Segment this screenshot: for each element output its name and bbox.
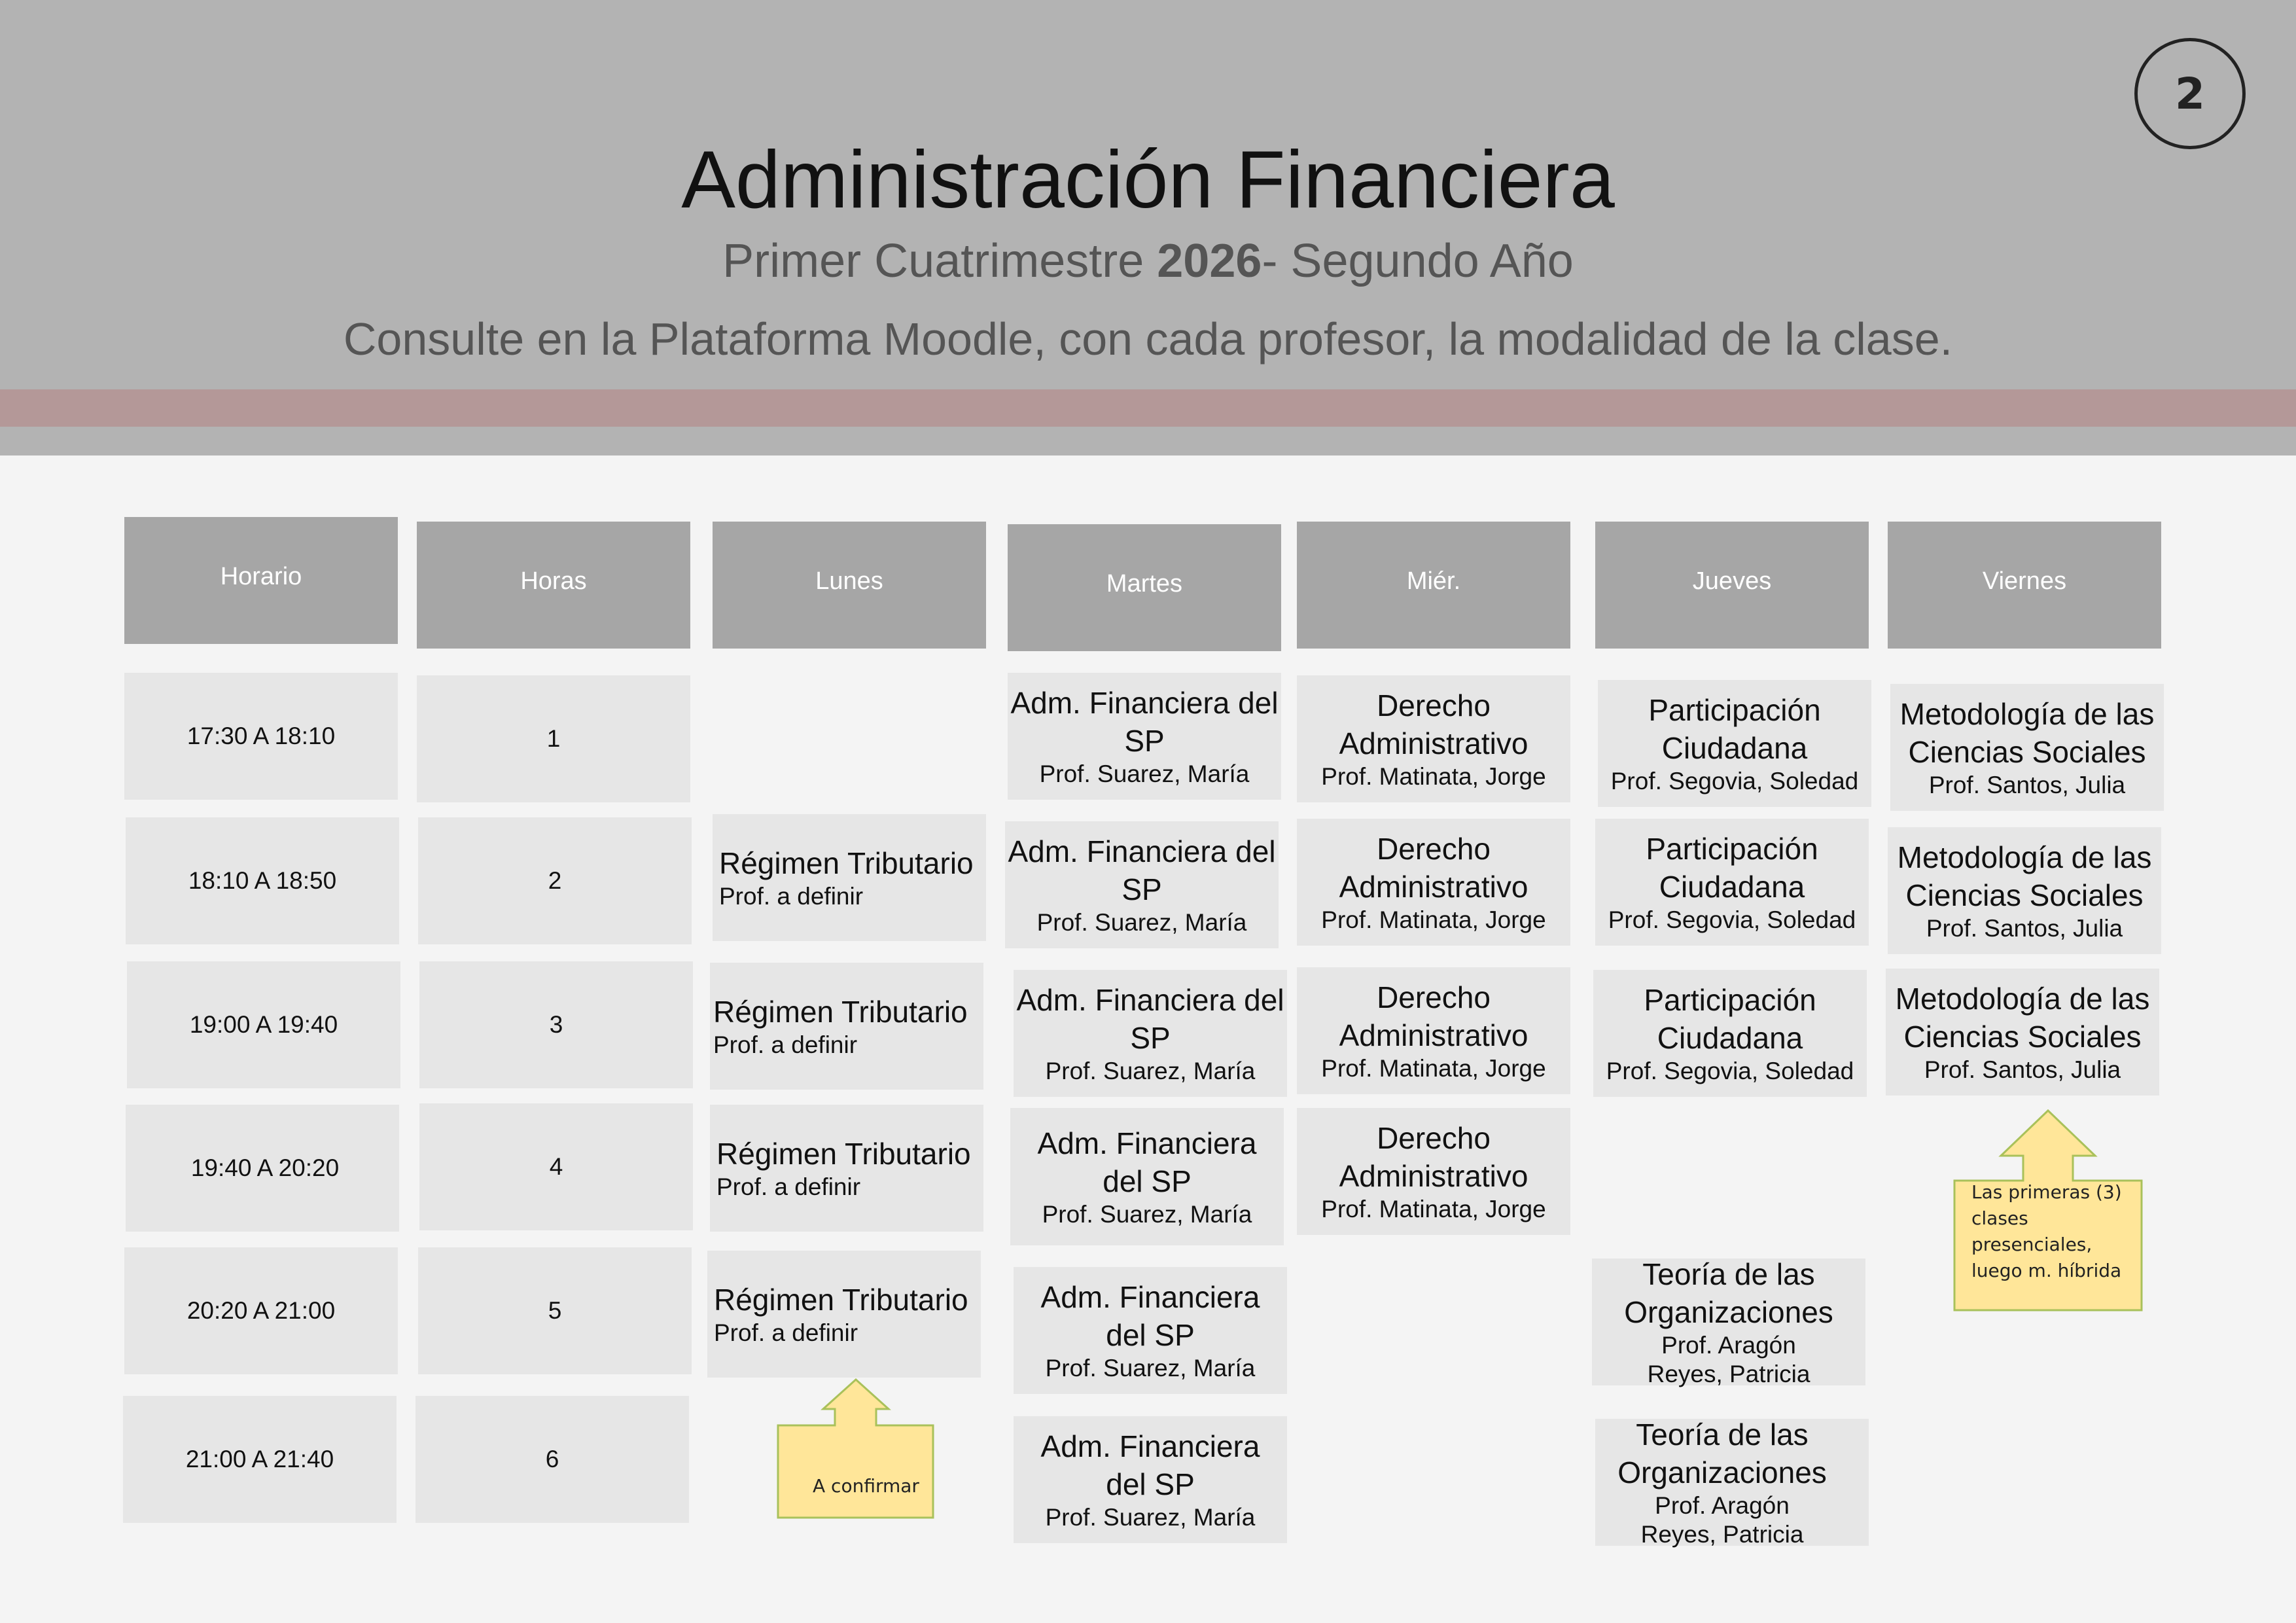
professor-name: Prof. a definir xyxy=(714,1319,858,1346)
subject-name: Adm. Financiera xyxy=(1040,1280,1260,1314)
class-cell-lunes xyxy=(710,963,983,1090)
subject-name: Derecho xyxy=(1377,832,1491,866)
subject-name: Adm. Financiera del xyxy=(1010,686,1279,720)
professor-name: Prof. Suarez, María xyxy=(1045,1355,1256,1382)
professor-name: Prof. Santos, Julia xyxy=(1928,772,2126,798)
subject-name: del SP xyxy=(1106,1318,1195,1352)
subject-name: del SP xyxy=(1103,1164,1192,1198)
professor-name: Prof. Aragón xyxy=(1661,1332,1796,1359)
subject-name: Ciudadana xyxy=(1661,731,1808,765)
time-slot: 19:00 A 19:40 xyxy=(127,961,400,1088)
professor-name: Prof. Suarez, María xyxy=(1039,760,1250,787)
time-slot: 18:10 A 18:50 xyxy=(126,817,399,944)
class-cell-miercoles xyxy=(1297,967,1570,1094)
professor-name: Prof. Segovia, Soledad xyxy=(1606,1058,1854,1084)
professor-name: Prof. Matinata, Jorge xyxy=(1321,906,1546,933)
class-cell-miercoles xyxy=(1297,819,1570,946)
subject-name: Administrativo xyxy=(1339,726,1528,760)
subject-name: Ciencias Sociales xyxy=(1905,878,2144,912)
header-horas: Horas xyxy=(417,522,690,649)
professor-name: Prof. Segovia, Soledad xyxy=(1608,906,1856,933)
class-cell-jueves xyxy=(1598,680,1871,807)
subject-name: Adm. Financiera xyxy=(1040,1429,1260,1463)
subject-name: Ciudadana xyxy=(1657,1021,1803,1055)
subject-name: Ciudadana xyxy=(1659,870,1805,904)
page-subtitle xyxy=(0,232,2296,290)
page-title: Administración Financiera xyxy=(681,135,1615,225)
subject-name: Régimen Tributario xyxy=(719,846,974,880)
professor-name: Prof. Suarez, María xyxy=(1036,909,1247,936)
class-cell-viernes xyxy=(1890,684,2164,811)
class-cell-jueves xyxy=(1592,1258,1865,1385)
subject-name: Administrativo xyxy=(1339,870,1528,904)
subject-name: SP xyxy=(1130,1021,1171,1055)
callout-line: luego m. híbrida xyxy=(1971,1260,2122,1281)
class-cell-martes xyxy=(1005,821,1279,948)
professor-name: Prof. Santos, Julia xyxy=(1924,1056,2121,1083)
callout-line: Las primeras (3) xyxy=(1971,1181,2122,1203)
professor-name: Prof. Matinata, Jorge xyxy=(1321,1055,1546,1082)
subject-name: Teoría de las xyxy=(1636,1418,1809,1452)
hour-number: 1 xyxy=(417,675,690,802)
professor-name: Prof. Aragón xyxy=(1655,1492,1790,1519)
class-cell-martes xyxy=(1014,1267,1287,1394)
subject-name: Ciencias Sociales xyxy=(1903,1020,2142,1054)
professor-name: Prof. a definir xyxy=(716,1173,861,1200)
class-cell-lunes xyxy=(710,1105,983,1232)
professor-name: Reyes, Patricia xyxy=(1647,1361,1810,1387)
professor-name: Prof. Suarez, María xyxy=(1045,1504,1256,1531)
subtitle-year: 2026 xyxy=(1157,235,1262,287)
subject-name: Metodología de las xyxy=(1899,697,2155,731)
page-number-badge: 2 xyxy=(2134,38,2246,149)
professor-name: Prof. Suarez, María xyxy=(1042,1201,1252,1228)
subject-name: SP xyxy=(1124,724,1165,758)
subject-name: Adm. Financiera del xyxy=(1008,834,1276,868)
subject-name: Adm. Financiera del xyxy=(1016,983,1284,1017)
callout-line: presenciales, xyxy=(1971,1234,2093,1255)
subject-name: del SP xyxy=(1106,1467,1195,1501)
header-viernes: Viernes xyxy=(1888,522,2161,649)
subject-name: Participación xyxy=(1648,693,1821,727)
professor-name: Prof. Suarez, María xyxy=(1045,1058,1256,1084)
professor-name: Prof. a definir xyxy=(719,883,864,910)
moodle-note: Consulte en la Plataforma Moodle, con cada profesor, la modalidad de la clase. xyxy=(343,313,1953,365)
subject-name: Derecho xyxy=(1377,1121,1491,1155)
professor-name: Prof. Matinata, Jorge xyxy=(1321,763,1546,790)
class-cell-martes xyxy=(1014,1416,1287,1543)
class-cell-viernes xyxy=(1888,827,2161,954)
subject-name: Derecho xyxy=(1377,980,1491,1014)
class-cell-martes xyxy=(1014,970,1287,1097)
subject-name: Régimen Tributario xyxy=(713,995,968,1029)
time-slot: 20:20 A 21:00 xyxy=(124,1247,398,1374)
class-cell-martes xyxy=(1008,673,1281,800)
time-slot: 17:30 A 18:10 xyxy=(124,673,398,800)
header-miercoles: Miér. xyxy=(1297,522,1570,649)
subject-name: Metodología de las xyxy=(1895,982,2150,1016)
class-cell-miercoles xyxy=(1297,1108,1570,1235)
subject-name: Participación xyxy=(1644,983,1816,1017)
subject-name: Adm. Financiera xyxy=(1037,1126,1257,1160)
header-lunes: Lunes xyxy=(713,522,986,649)
callout-line: clases xyxy=(1971,1207,2028,1229)
subtitle-text: Primer Cuatrimestre xyxy=(722,235,1157,287)
class-cell-jueves xyxy=(1593,970,1867,1097)
subject-name: Derecho xyxy=(1377,688,1491,722)
subject-name: SP xyxy=(1122,872,1162,906)
subject-name: Organizaciones xyxy=(1624,1295,1833,1329)
subject-name: Participación xyxy=(1646,832,1818,866)
class-cell-lunes xyxy=(707,1251,981,1378)
subject-name: Metodología de las xyxy=(1897,840,2152,874)
callout-text xyxy=(1971,1179,2122,1284)
header-martes: Martes xyxy=(1008,524,1281,651)
callout-a-confirmar xyxy=(776,1378,936,1520)
professor-name: Prof. Segovia, Soledad xyxy=(1610,768,1859,794)
hour-number: 5 xyxy=(418,1247,692,1374)
class-cell-viernes xyxy=(1886,969,2159,1096)
callout-modalidad xyxy=(1952,1109,2144,1312)
subject-name: Régimen Tributario xyxy=(714,1283,968,1317)
subtitle-text-2: - Segundo Año xyxy=(1262,235,1574,287)
decorative-stripe xyxy=(0,389,2296,427)
professor-name: Prof. Matinata, Jorge xyxy=(1321,1196,1546,1222)
class-cell-lunes xyxy=(713,814,986,941)
hour-number: 2 xyxy=(418,817,692,944)
subject-name: Régimen Tributario xyxy=(716,1137,971,1171)
callout-text: A confirmar xyxy=(813,1475,919,1497)
subject-name: Administrativo xyxy=(1339,1018,1528,1052)
hour-number: 6 xyxy=(415,1396,689,1523)
hour-number: 3 xyxy=(419,961,693,1088)
time-slot: 21:00 A 21:40 xyxy=(123,1396,397,1523)
professor-name: Reyes, Patricia xyxy=(1640,1521,1804,1548)
hour-number: 4 xyxy=(419,1103,693,1230)
subject-name: Ciencias Sociales xyxy=(1908,735,2146,769)
professor-name: Prof. Santos, Julia xyxy=(1926,915,2123,942)
class-cell-martes xyxy=(1010,1108,1284,1245)
subject-name: Teoría de las xyxy=(1642,1257,1815,1291)
subject-name: Administrativo xyxy=(1339,1159,1528,1193)
time-slot: 19:40 A 20:20 xyxy=(126,1105,399,1232)
class-cell-miercoles xyxy=(1297,675,1570,802)
class-cell-jueves xyxy=(1595,1419,1869,1546)
header-jueves: Jueves xyxy=(1595,522,1869,649)
professor-name: Prof. a definir xyxy=(713,1031,858,1058)
class-cell-jueves xyxy=(1595,819,1869,946)
header-horario: Horario xyxy=(124,517,398,644)
subject-name: Organizaciones xyxy=(1617,1455,1827,1489)
